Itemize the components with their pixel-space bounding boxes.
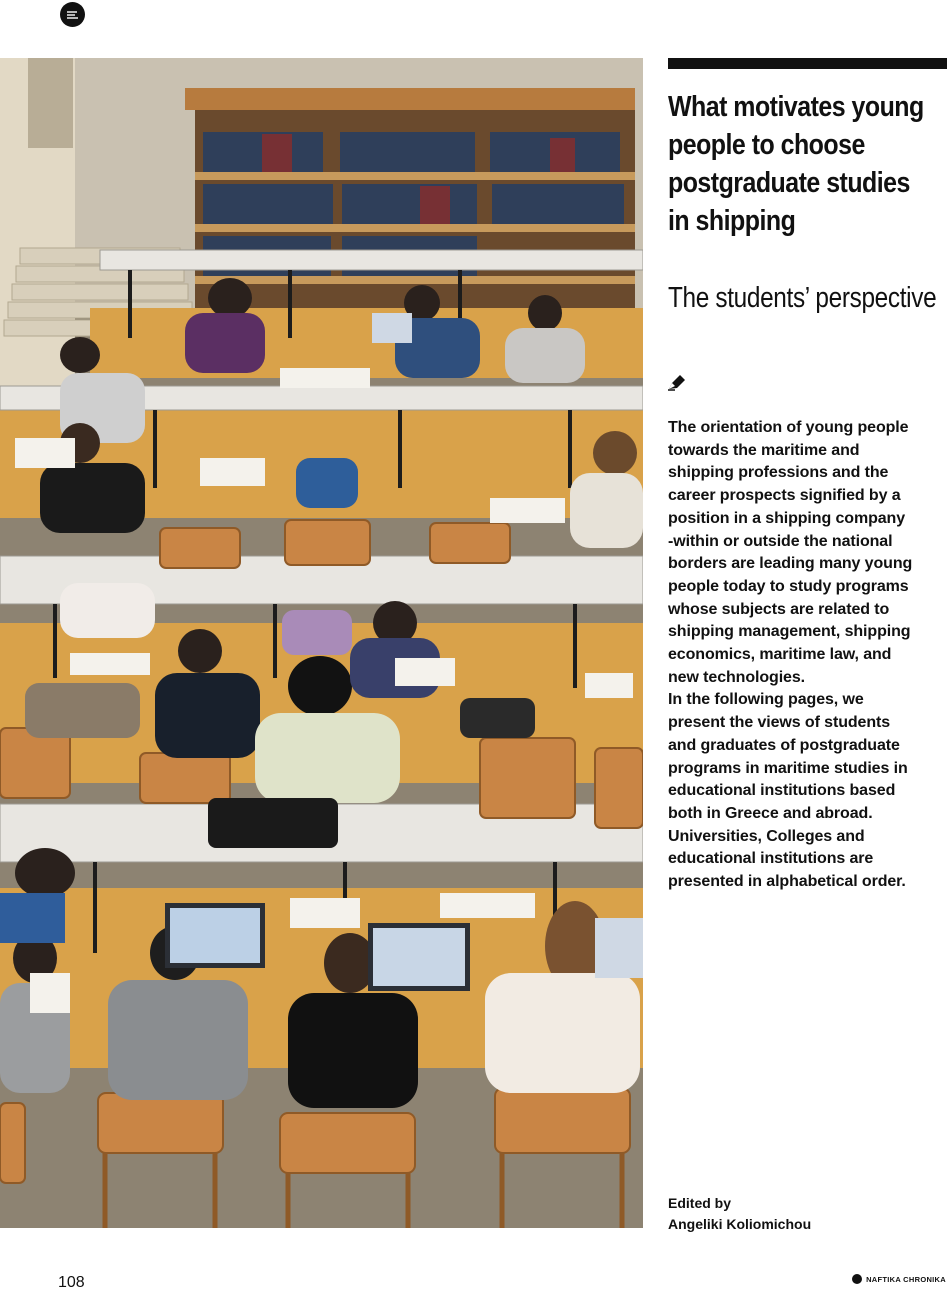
- credit-name: Angeliki Koliomichou: [668, 1216, 812, 1232]
- headline-line: What motivates young: [668, 91, 924, 123]
- article-intro: [668, 417, 940, 894]
- headline-line: in shipping: [668, 205, 796, 237]
- body-line: people today to study programs: [668, 577, 909, 595]
- body-line: and graduates of postgraduate: [668, 736, 900, 754]
- pen-icon: [667, 373, 687, 391]
- body-line: presented in alphabetical order.: [668, 873, 906, 891]
- article-subheadline: The students’ perspective: [668, 282, 937, 314]
- body-line: shipping professions and the: [668, 464, 889, 482]
- body-line: towards the maritime and: [668, 441, 860, 459]
- body-line: -within or outside the national: [668, 532, 893, 550]
- body-line: new technologies.: [668, 668, 805, 686]
- library-photo: [0, 58, 643, 1228]
- body-line: borders are leading many young: [668, 555, 913, 573]
- body-line: programs in maritime studies in: [668, 759, 908, 777]
- body-line: shipping management, shipping: [668, 623, 911, 641]
- body-line: educational institutions are: [668, 850, 874, 868]
- title-rule: [668, 58, 947, 69]
- body-line: Universities, Colleges and: [668, 827, 865, 845]
- body-line: both in Greece and abroad.: [668, 804, 873, 822]
- page-number: 108: [58, 1274, 85, 1291]
- article-headline: [668, 88, 924, 240]
- body-line: In the following pages, we: [668, 691, 864, 709]
- body-line: The orientation of young people: [668, 419, 909, 436]
- publication-brand: [852, 1274, 946, 1284]
- headline-line: postgraduate studies: [668, 167, 910, 199]
- brand-dot-icon: [852, 1274, 862, 1284]
- body-line: educational institutions based: [668, 782, 896, 800]
- body-line: present the views of students: [668, 714, 891, 732]
- editor-credit: [668, 1193, 811, 1235]
- headline-line: people to choose: [668, 129, 865, 161]
- logo-circle-icon: [60, 2, 85, 27]
- body-line: whose subjects are related to: [668, 600, 890, 618]
- body-line: economics, maritime law, and: [668, 646, 892, 664]
- body-line: career prospects signified by a: [668, 487, 901, 505]
- body-line: position in a shipping company: [668, 509, 906, 527]
- brand-name: NAFTIKA CHRONIKA: [866, 1274, 946, 1284]
- credit-label: Edited by: [668, 1195, 732, 1211]
